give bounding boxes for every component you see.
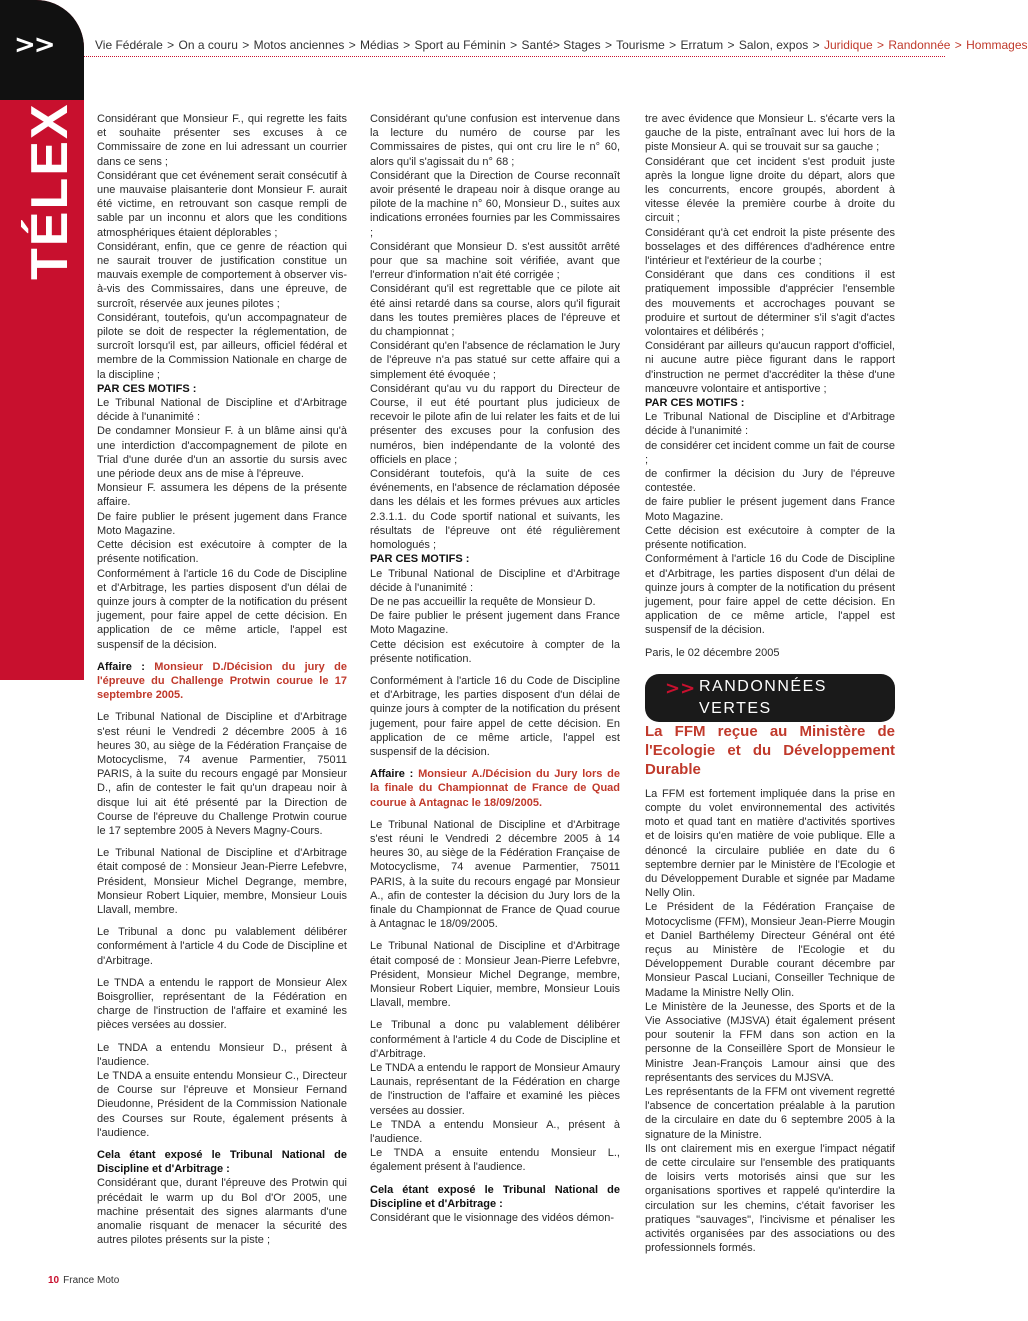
nav-link-tourisme[interactable]: Tourisme: [616, 38, 665, 52]
expose-heading: Cela étant exposé le Tribunal National de Discipline et d'Arbitrage :: [370, 1183, 620, 1210]
paragraph: Cette décision est exécutoire à compter de la présente notification.: [97, 539, 347, 566]
page-number: 10: [48, 1275, 60, 1286]
paragraph: Considérant que cet événement serait consécutif à une mauvaise plaisanterie dont Monsieur F. aurait été victime, en retrouvant son casque rempli de sable par un inconnu et alors que les conditions atmosphériques étaient déplorables ;: [97, 169, 347, 239]
affaire-heading: [370, 767, 620, 810]
nav-separator: >: [348, 38, 356, 52]
paragraph: Considérant, enfin, que ce genre de réaction qui ne saurait trouver de justification constitue un mauvais exemple de comportement à observer vis-à-vis des Commissaires, dans une épreuve, de surcroît, réservée aux jeunes pilotes ;: [97, 240, 347, 310]
article-column-2: [370, 112, 620, 1225]
paragraph: Considérant toutefois, qu'à la suite de ces événements, en l'absence de réclamation déposée dans les délais et les formes prévues aux articles 2.3.1.1. du Code sportif national et suivants, les résultats de l'épreuve ont été régulièrement homologués ;: [370, 468, 620, 552]
nav-link-stages[interactable]: Stages: [563, 38, 601, 52]
article-column-1: [97, 112, 347, 1247]
affaire-prefix: Affaire :: [97, 660, 155, 673]
nav-link-vie-federale[interactable]: Vie Fédérale: [95, 38, 163, 52]
motifs-heading: PAR CES MOTIFS :: [645, 397, 745, 410]
paragraph: De faire publier le présent jugement dans France Moto Magazine.: [370, 610, 620, 637]
paragraph: Considérant que dans ces conditions il est pratiquement impossible d'apprécier l'ensemble des mouvements et accrochages pouvant se produire et surtout de déterminer s'il s'agit d'actes volontaires et délibérés ;: [645, 269, 895, 339]
nav-separator: >: [727, 38, 735, 52]
magazine-title: France Moto: [63, 1275, 120, 1286]
affaire-heading: [97, 660, 347, 703]
nav-link-hommages[interactable]: Hommages: [966, 38, 1028, 52]
nav-link-motos-anciennes[interactable]: Motos anciennes: [253, 38, 345, 52]
nav-separator: >: [669, 38, 677, 52]
nav-separator: >: [403, 38, 411, 52]
paragraph: de considérer cet incident comme un fait de course ;: [645, 439, 895, 466]
nav-separator: >: [242, 38, 250, 52]
paragraph: Le Tribunal a donc pu valablement délibérer conformément à l'article 4 du Code de Discipline et d'Arbitrage.: [97, 926, 347, 967]
paragraph: Considérant que Monsieur F., qui regrette les faits et souhaite présenter ses excuses à ce Commissaire de zone en lui adressant un courrier dans ce sens ;: [97, 113, 347, 168]
motifs-heading: PAR CES MOTIFS :: [97, 382, 197, 395]
banner-title-line-1: RANDONNÉES: [699, 677, 827, 695]
nav-separator: >: [552, 38, 560, 52]
paragraph: Les représentants de la FFM ont vivement regretté l'absence de concertation préalable à la parution de la circulaire en date du 6 septembre 2005 à la signature de la Ministre.: [645, 1085, 895, 1141]
paragraph: Le TNDA a ensuite entendu Monsieur L., également présent à l'audience.: [370, 1147, 620, 1174]
expose-heading: Cela étant exposé le Tribunal National de Discipline et d'Arbitrage :: [97, 1149, 347, 1176]
paragraph: Considérant que, durant l'épreuve des Protwin qui précédait le warm up du Bol d'Or 2005, une machine présentait des signes alarmants d'une anomalie risquant de menacer la sécurité des autres pilotes présents sur la piste ;: [97, 1177, 347, 1247]
paragraph: Considérant qu'au vu du rapport du Directeur de Course, il eut été pourtant plus judicieux de recevoir le pilote afin de lui relater les faits et de lui présenter des excuses pour la confusion des numéros, bien indépendante de la volonté des officiels en place ;: [370, 382, 620, 466]
paragraph: de faire publier le présent jugement dans France Moto Magazine.: [645, 496, 895, 523]
paragraph: Le Tribunal National de Discipline et d'Arbitrage s'est réuni le Vendredi 2 décembre 2005 à 14 heures 30, au siège de la Fédération Française de Motocyclisme, 74 avenue Parmentier, 75011 PARIS, à la suite du recours engagé par Monsieur A., afin de contester la décision du Jury lors de la finale du Championnat de France de Quad courue à Antagnac le 18/09/2005.: [370, 818, 620, 931]
paragraph: La FFM est fortement impliquée dans la prise en compte du volet environnemental des activités moto et quad tant en matière d'activités sportives et de loisirs qu'en matière de voie publique. Elle a dénoncé la circulaire publiée en date du 6 septembre dernier par le Ministère de l'Ecologie et du Développement Durable et signée par Madame Nelly Olin.: [645, 787, 895, 900]
paragraph: Le TNDA a entendu Monsieur A., présent à l'audience.: [370, 1118, 620, 1146]
paragraph: Considérant par ailleurs qu'aucun rapport d'officiel, ni aucune autre pièce figurant dans le rapport d'instruction ne permet d'accréditer la thèse d'une manœuvre volontaire et antisportive ;: [645, 340, 895, 395]
section-banner: [645, 674, 895, 722]
page-footer: [48, 1275, 119, 1286]
paragraph: Cette décision est exécutoire à compter de la présente notification.: [370, 638, 620, 665]
paragraph: Considérant qu'à cet endroit la piste présente des bosselages et des différences d'adhérence entre l'intérieur et l'extérieur de la courbe ;: [645, 226, 895, 268]
banner-title-line-2: VERTES: [699, 699, 772, 717]
paragraph: Considérant qu'il est regrettable que ce pilote ait été ainsi retardé dans sa course, alors qu'il figurait dans les toutes premières places de l'épreuve et du championnat ;: [370, 283, 620, 339]
nav-link-randonnee[interactable]: Randonnée: [888, 38, 951, 52]
paragraph: Considérant qu'une confusion est intervenue dans la lecture du numéro de course par les Commissaires de pistes, qui ont cru lire le n° 60, alors qu'il s'agissait du n° 68 ;: [370, 113, 620, 168]
paragraph: Le Tribunal National de Discipline et d'Arbitrage était composé de : Monsieur Jean-Pierre Lefebvre, Président, Monsieur Michel Degrange, membre, Monsieur Robert Liquier, membre, Monsieur Louis Llavall, membre.: [97, 847, 347, 916]
section-label-text: TÉLEX: [21, 102, 79, 280]
paragraph: Le TNDA a entendu le rapport de Monsieur Amaury Launais, représentant de la Fédération en charge de l'instruction de l'affaire et examiné les pièces versées au dossier.: [370, 1062, 620, 1117]
double-arrow-icon: >>: [14, 30, 54, 60]
nav-link-on-a-couru[interactable]: On a couru: [178, 38, 238, 52]
paragraph: de confirmer la décision du Jury de l'épreuve contestée.: [645, 468, 895, 495]
paragraph: Le TNDA a ensuite entendu Monsieur C., Directeur de Course sur l'épreuve et Monsieur Fernand Dieudonne, Président de la Commission Nationale des Courses sur Route, également présents à l'audience.: [97, 1070, 347, 1139]
paragraph: Le Tribunal National de Discipline et d'Arbitrage décide à l'unanimité :: [370, 567, 620, 594]
section-label: [16, 102, 79, 328]
affaire-prefix: Affaire :: [370, 768, 419, 781]
paragraph: Conformément à l'article 16 du Code de Discipline et d'Arbitrage, les parties disposent d'un délai de quinze jours à compter de la notification du présent jugement, pour faire appel de cette décision. En application de ce même article, l'appel est suspensif de la décision.: [97, 567, 347, 651]
motifs-heading: PAR CES MOTIFS :: [370, 553, 470, 566]
paragraph: Le Ministère de la Jeunesse, des Sports et de la Vie Associative (MJSVA) était également présent pour soutenir la FFM dans son action en la personne de la Conseillère Sport de Monsieur le Ministre Jean-François Lamour ainsi que des représentants des services du MJSVA.: [645, 1000, 895, 1084]
paragraph: tre avec évidence que Monsieur L. s'écarte vers la gauche de la piste, entraînant avec lui hors de la piste Monsieur A. qui se trouvait sur sa gauche ;: [645, 113, 895, 154]
paragraph: Considérant que cet incident s'est produit juste après la longue ligne droite du départ, alors que les concurrents, encore groupés, abordent à vitesse élevée la première courbe à droite du circuit ;: [645, 155, 895, 225]
paragraph: Considérant que Monsieur D. s'est aussitôt arrêté pour que sa machine soit vérifiée, avant que l'erreur d'information n'ait été corrigée ;: [370, 240, 620, 282]
paragraph: Considérant que le visionnage des vidéos démon-: [370, 1212, 614, 1225]
nav-link-sante[interactable]: Santé: [521, 38, 553, 52]
double-arrow-icon: >>: [665, 677, 696, 699]
nav-link-juridique[interactable]: Juridique: [823, 38, 873, 52]
paragraph: Conformément à l'article 16 du Code de Discipline et d'Arbitrage, les parties disposent d'un délai de quinze jours à compter de la notification du présent jugement, pour faire appel de cette décision. En application de ce même article, l'appel est suspensif de la décision.: [370, 674, 620, 758]
nav-separator: >: [877, 38, 885, 52]
nav-divider: [84, 56, 945, 57]
paragraph: Cette décision est exécutoire à compter de la présente notification.: [645, 524, 895, 552]
paragraph: Le TNDA a entendu Monsieur D., présent à l'audience.: [97, 1041, 347, 1068]
paragraph: De ne pas accueillir la requête de Monsieur D.: [370, 595, 596, 608]
paragraph: Le Tribunal a donc pu valablement délibérer conformément à l'article 4 du Code de Discipline et d'Arbitrage.: [370, 1019, 620, 1060]
paragraph: Le Tribunal National de Discipline et d'Arbitrage était composé de : Monsieur Jean-Pierre Lefebvre, Président, Monsieur Michel Degrange, membre, Monsieur Robert Liquier, membre, Monsieur Louis Llavall, membre.: [370, 940, 620, 1010]
nav-separator: >: [604, 38, 612, 52]
news-headline: La FFM reçue au Ministère de l'Ecologie et du Développement Durable: [645, 722, 895, 778]
nav-separator: >: [954, 38, 962, 52]
paragraph: Le Président de la Fédération Française de Motocyclisme (FFM), Monsieur Jean-Pierre Mougin et Daniel Barthélemy Directeur Général ont été reçus au Ministère de l'Ecologie et du Développement Durable courant décembre par Monsieur Pascal Luciani, Conseiller Technique de Madame la Ministre Nelly Olin.: [645, 901, 896, 999]
nav-link-erratum[interactable]: Erratum: [680, 38, 724, 52]
side-tab-header: [0, 0, 84, 100]
paragraph: Considérant, toutefois, qu'un accompagnateur de pilote se doit de respecter la réglementation, de surcroît lorsqu'il est, par ailleurs, officiel fédéral et membre de la Commission Nationale en charge de la discipline ;: [97, 311, 347, 381]
nav-separator: >: [812, 38, 820, 52]
affaire-title: Monsieur A./Décision du Jury lors de la finale du Championnat de France de Quad courue à Antagnac le 18/09/2005.: [370, 768, 620, 809]
nav-separator: >: [510, 38, 518, 52]
paragraph: Le TNDA a entendu le rapport de Monsieur Alex Boisgrollier, représentant de la Fédération en charge de l'instruction de l'affaire et examiné les pièces versées au dossier.: [97, 976, 347, 1032]
paragraph: Ils ont clairement mis en exergue l'impact négatif de cette circulaire sur l'ensemble des pratiquants de loisirs verts motorisés ainsi que sur les organisations sportives et rappelé qu'interdire la circulation sur les chemins, c'était favoriser les pratiques "sauvages", l'incivisme et pénaliser les activités organisées par des associations ou des professionnels formés.: [645, 1142, 895, 1255]
paragraph: Conformément à l'article 16 du Code de Discipline et d'Arbitrage, les parties disposent d'un délai de quinze jours à compter de la notification du présent jugement, pour faire appel de cette décision. En application de ce même article, l'appel est suspensif de la décision.: [645, 553, 895, 637]
paragraph: Le Tribunal National de Discipline et d'Arbitrage s'est réuni le Vendredi 2 décembre 2005 à 16 heures 30, au siège de la Fédération Française de Motocyclisme, 74 avenue Parmentier, 75011 PARIS, à la suite du recours engagé par Monsieur D., afin de contester le fait qu'un drapeau noir à disque lui ait été présenté par la Direction de Course de l'épreuve du Challenge Protwin courue le 17 septembre 2005 à Nevers Magny-Cours.: [97, 711, 347, 837]
breadcrumb-nav: [95, 38, 1028, 52]
nav-link-salon-expos[interactable]: Salon, expos: [738, 38, 809, 52]
signoff-date: Paris, le 02 décembre 2005: [645, 646, 780, 659]
paragraph: De condamner Monsieur F. à un blâme ainsi qu'à une interdiction d'accompagnement de pilote en Trial d'une durée d'un an assortie du sursis avec une période deux ans de mise à l'épreuve.: [97, 425, 347, 481]
nav-link-medias[interactable]: Médias: [360, 38, 399, 52]
article-column-3: [645, 112, 895, 1255]
paragraph: Monsieur F. assumera les dépens de la présente affaire.: [97, 482, 347, 509]
affaire-title: Monsieur D./Décision du jury de l'épreuve du Challenge Protwin courue le 17 septembre 2005.: [97, 660, 347, 702]
paragraph: Le Tribunal National de Discipline et d'Arbitrage décide à l'unanimité :: [645, 411, 895, 438]
paragraph: De faire publier le présent jugement dans France Moto Magazine.: [97, 510, 347, 537]
paragraph: Le Tribunal National de Discipline et d'Arbitrage décide à l'unanimité :: [97, 397, 347, 424]
paragraph: Considérant que la Direction de Course reconnaît avoir présenté le drapeau noir à disque orange au pilote de la machine n° 60, Monsieur D., suites aux indications erronées fournies par les Commissaires ;: [370, 169, 620, 239]
paragraph: Considérant qu'en l'absence de réclamation le Jury de l'épreuve n'a pas statué sur cette affaire qui a simplement été évoquée ;: [370, 340, 620, 381]
side-tab: [0, 0, 84, 680]
nav-link-sport-au-feminin[interactable]: Sport au Féminin: [414, 38, 506, 52]
nav-separator: >: [167, 38, 175, 52]
